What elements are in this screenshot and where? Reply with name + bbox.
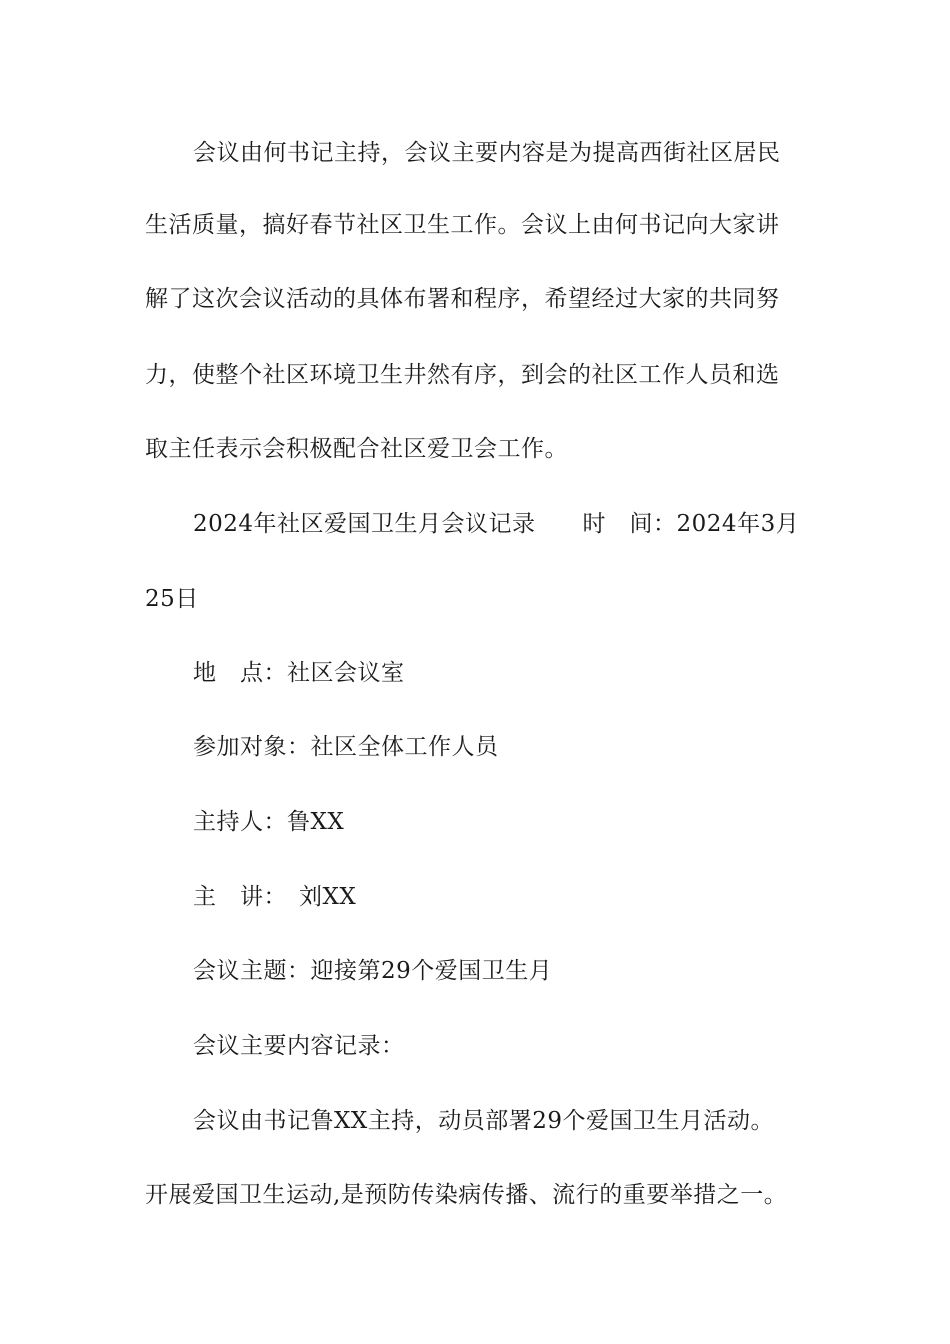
record-date-continuation: 25日 <box>145 586 199 612</box>
record-theme: 会议主题：迎接第29个爱国卫生月 <box>193 958 553 984</box>
record-location: 地 点：社区会议室 <box>193 660 405 686</box>
paragraph-line: 生活质量，搞好春节社区卫生工作。会议上由何书记向大家讲 <box>145 212 780 238</box>
paragraph-line: 取主任表示会积极配合社区爱卫会工作。 <box>145 436 568 462</box>
record-content-heading: 会议主要内容记录： <box>193 1033 405 1059</box>
record-speaker: 主 讲： 刘XX <box>193 884 357 910</box>
paragraph-line: 解了这次会议活动的具体布署和程序，希望经过大家的共同努 <box>145 286 780 312</box>
record-host: 主持人：鲁XX <box>193 809 345 835</box>
paragraph-line: 开展爱国卫生运动,是预防传染病传播、流行的重要举措之一。 <box>145 1182 788 1208</box>
paragraph-line: 会议由书记鲁XX主持，动员部署29个爱国卫生月活动。 <box>193 1108 775 1134</box>
paragraph-line: 会议由何书记主持，会议主要内容是为提高西街社区居民 <box>193 140 781 166</box>
paragraph-line: 力，使整个社区环境卫生井然有序，到会的社区工作人员和选 <box>145 362 780 388</box>
record-attendees: 参加对象：社区全体工作人员 <box>193 734 499 760</box>
record-title-line: 2024年社区爱国卫生月会议记录 时 间：2024年3月 <box>193 511 800 537</box>
